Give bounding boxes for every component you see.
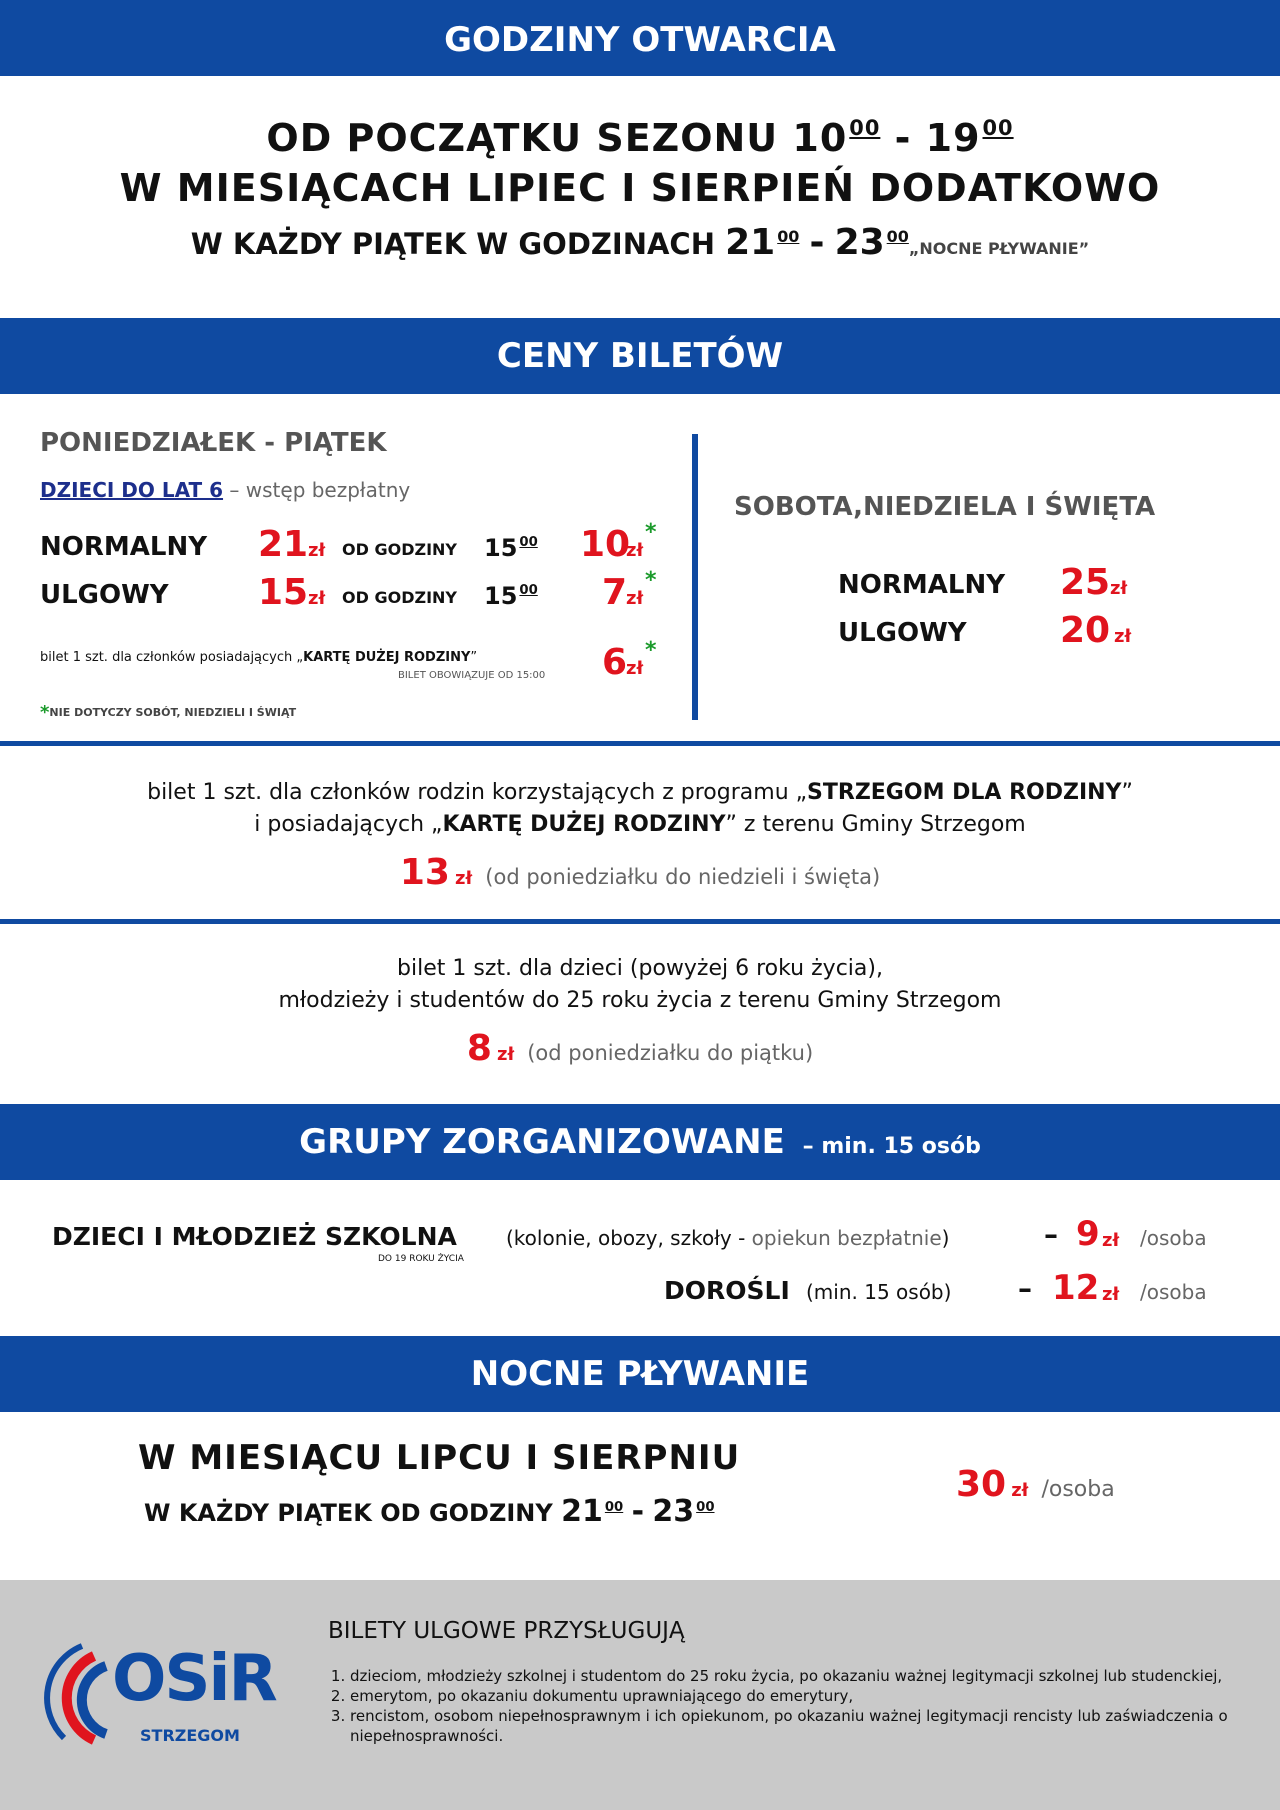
night-line-2 [144, 1494, 715, 1529]
friday-start-hour: 21 [725, 222, 776, 263]
currency: zł [308, 540, 326, 561]
opening-start-hour: 10 [792, 116, 848, 160]
currency: zł [1011, 1480, 1029, 1501]
youth-price-row [0, 1028, 1280, 1069]
header-groups [0, 1104, 1280, 1180]
weekday-footnote [40, 702, 296, 723]
groups-kids-paren-open: (kolonie, obozy, szkoły - [506, 1226, 746, 1250]
family-line2-rest: ” z terenu Gminy Strzegom [725, 812, 1026, 837]
friday-end-min: 00 [886, 227, 909, 247]
from-hour [484, 534, 538, 562]
kids-free-row [40, 478, 410, 502]
header-opening-hours [0, 0, 1280, 76]
kdr-text [40, 650, 477, 665]
opening-line-2: W MIESIĄCACH LIPIEC I SIERPIEŃ DODATKOWO [119, 166, 1161, 210]
footer-list-item: 3. rencistom, osobom niepełnosprawnym i ich opiekunom, po okazaniu ważnej legitymacji rencisty lub zaświadczenia o niepełnosprawności. [350, 1706, 1256, 1746]
currency: zł [1102, 1230, 1120, 1251]
opening-line-3 [0, 222, 1280, 263]
night-end-hour: 23 [652, 1494, 695, 1529]
from-hour-label: OD GODZINY [342, 540, 457, 559]
groups-adults-note: (min. 15 osób) [806, 1280, 952, 1304]
kids-label: DZIECI DO LAT 6 [40, 478, 224, 502]
family-note: (od poniedziałku do niedzieli i święta) [485, 865, 881, 889]
weekend-normal-label: NORMALNY [838, 570, 1006, 600]
opening-dash: - [894, 116, 912, 160]
opening-end-hour: 19 [925, 116, 981, 160]
from-hour [484, 582, 538, 610]
family-line2-bold: KARTĘ DUŻEJ RODZINY [442, 812, 726, 837]
from-hour-label: OD GODZINY [342, 588, 457, 607]
night-start-hour: 21 [561, 1494, 603, 1529]
prices-header-text: CENY BILETÓW [496, 336, 784, 376]
family-line2-text: i posiadających „ [254, 812, 443, 837]
currency: zł [626, 658, 644, 679]
groups-adults-price: 12 [1052, 1268, 1100, 1308]
night-price-row [956, 1464, 1115, 1505]
kdr-sub: BILET OBOWIĄZUJE OD 15:00 [398, 670, 546, 681]
per-person: /osoba [1140, 1280, 1207, 1304]
column-divider [692, 434, 698, 720]
currency: zł [626, 588, 644, 609]
weekend-reduced-row [838, 610, 1138, 654]
groups-kids-price: 9 [1076, 1214, 1100, 1254]
normal-label: NORMALNY [40, 532, 208, 562]
family-line-2 [0, 812, 1280, 837]
night-end-min: 00 [696, 1500, 715, 1516]
osir-logo [24, 1638, 294, 1758]
from-hour-m: 00 [519, 583, 538, 599]
logo-main-text: OSiR [112, 1642, 276, 1716]
weekday-title: PONIEDZIAŁEK - PIĄTEK [40, 428, 387, 458]
night-dash: - [631, 1494, 645, 1529]
youth-line-1: bilet 1 szt. dla dzieci (powyżej 6 roku życia), [397, 956, 883, 981]
logo-sub-text: STRZEGOM [140, 1726, 240, 1745]
per-person: /osoba [1140, 1226, 1207, 1250]
night-price: 30 [956, 1464, 1007, 1505]
youth-note: (od poniedziałku do piątku) [527, 1041, 814, 1065]
friday-dash: - [809, 222, 825, 263]
night-line-1: W MIESIĄCU LIPCU I SIERPNIU [138, 1438, 741, 1478]
groups-adults-label: DOROŚLI [664, 1276, 790, 1305]
groups-adults-row [52, 1268, 1232, 1322]
night-start-min: 00 [604, 1500, 624, 1516]
currency: zł [1102, 1284, 1120, 1305]
youth-price: 8 [466, 1028, 492, 1069]
asterisk: * [645, 520, 657, 545]
groups-header-text: GRUPY ZORGANIZOWANE [299, 1122, 785, 1162]
family-price-row [0, 852, 1280, 893]
opening-start-min: 00 [849, 116, 881, 141]
kdr-row [40, 638, 660, 696]
weekend-reduced-label: ULGOWY [838, 618, 967, 648]
asterisk: * [40, 702, 50, 723]
currency: zł [1110, 578, 1128, 599]
header-ticket-prices [0, 318, 1280, 394]
currency: zł [308, 588, 326, 609]
currency: zł [626, 540, 644, 561]
from-hour-h: 15 [484, 534, 518, 562]
weekend-title: SOBOTA,NIEDZIELA I ŚWIĘTA [734, 492, 1156, 522]
friday-start-min: 00 [777, 227, 800, 247]
weekend-normal-price: 25 [1060, 562, 1111, 603]
family-line1-text: bilet 1 szt. dla członków rodzin korzystających z programu „ [147, 780, 808, 805]
header-night-swim [0, 1336, 1280, 1412]
kdr-text-bold: KARTĘ DUŻEJ RODZINY [303, 650, 471, 665]
youth-line-2: młodzieży i studentów do 25 roku życia z terenu Gminy Strzegom [278, 988, 1002, 1013]
night-swim-note: „NOCNE PŁYWANIE” [908, 239, 1090, 258]
groups-kids-paren-gray: opiekun bezpłatnie [751, 1226, 942, 1250]
family-line-1 [0, 780, 1280, 805]
kids-note: – wstęp bezpłatny [229, 478, 411, 502]
reduced-price: 15 [258, 572, 309, 613]
footer-list-item: 2. emerytom, po okazaniu dokumentu uprawniającego do emerytury, [350, 1686, 1256, 1706]
family-line1-bold: STRZEGOM DLA RODZINY [807, 780, 1122, 805]
asterisk: * [645, 568, 657, 593]
currency: zł [496, 1044, 515, 1065]
groups-kids-row [52, 1214, 1232, 1268]
currency: zł [1114, 626, 1132, 647]
opening-end-min: 00 [982, 116, 1014, 141]
kdr-text-close: ” [470, 650, 478, 665]
kdr-price: 6 [602, 642, 628, 683]
dash: – [1018, 1272, 1032, 1305]
family-price: 13 [399, 852, 450, 893]
reduced-label: ULGOWY [40, 580, 169, 610]
groups-kids-label: DZIECI I MŁODZIEŻ SZKOLNA [52, 1222, 457, 1251]
normal-after-price: 10 [580, 524, 631, 565]
currency: zł [455, 868, 473, 889]
footer-list-item: 1. dzieciom, młodzieży szkolnej i studentom do 25 roku życia, po okazaniu ważnej legitymacji szkolnej lub studenckiej, [350, 1666, 1256, 1686]
groups-header-sub: – min. 15 osób [802, 1134, 981, 1159]
friday-end-hour: 23 [834, 222, 885, 263]
section-divider [0, 741, 1280, 746]
footnote-text: NIE DOTYCZY SOBÓT, NIEDZIELI I ŚWIĄT [49, 706, 297, 719]
reduced-after-price: 7 [602, 572, 628, 613]
groups-kids-paren [506, 1226, 949, 1250]
per-person: /osoba [1041, 1477, 1115, 1502]
weekday-reduced-row [40, 568, 660, 616]
night-line2-text: W KAŻDY PIĄTEK OD GODZINY [144, 1499, 553, 1527]
groups-kids-paren-close: ) [941, 1226, 950, 1250]
opening-header-text: GODZINY OTWARCIA [444, 20, 836, 60]
opening-line-1 [0, 116, 1280, 160]
groups-kids-sub: DO 19 ROKU ŻYCIA [378, 1254, 464, 1264]
opening-line3-text: W KAŻDY PIĄTEK W GODZINACH [190, 227, 715, 261]
from-hour-m: 00 [519, 535, 538, 551]
weekend-normal-row [838, 562, 1138, 606]
asterisk: * [645, 638, 657, 663]
footer-list [326, 1666, 1256, 1746]
dash: – [1044, 1218, 1058, 1251]
from-hour-h: 15 [484, 582, 518, 610]
footer-title: BILETY ULGOWE PRZYSŁUGUJĄ [328, 1618, 685, 1644]
section-divider [0, 919, 1280, 924]
weekday-normal-row [40, 520, 660, 568]
normal-price: 21 [258, 524, 309, 565]
family-line1-close: ” [1121, 780, 1133, 805]
opening-line1-text: OD POCZĄTKU SEZONU [266, 116, 779, 160]
night-header-text: NOCNE PŁYWANIE [470, 1354, 810, 1394]
footer-panel [0, 1580, 1280, 1810]
weekend-reduced-price: 20 [1060, 610, 1111, 651]
kdr-text-main: bilet 1 szt. dla członków posiadających „ [40, 650, 304, 665]
